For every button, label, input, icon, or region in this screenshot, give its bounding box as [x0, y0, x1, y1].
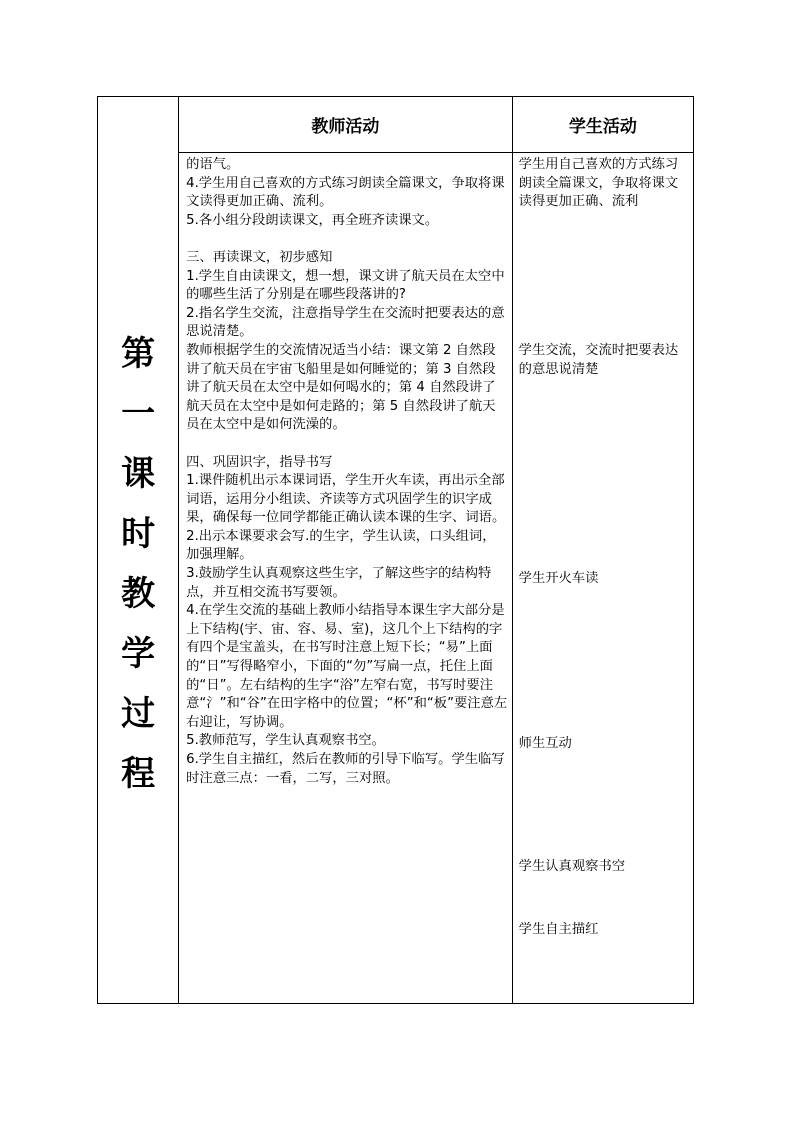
section-label-char: 一 [121, 394, 156, 434]
student-note: 学生用自己喜欢的方式练习朗读全篇课文，争取将课文读得更加正确、流利 [518, 157, 679, 210]
student-note: 学生交流，交流时把要表达的意思说清楚 [518, 343, 679, 377]
header-row [98, 97, 694, 153]
teacher-line: 的语气。 [186, 157, 240, 172]
teacher-line: 2.出示本课要求会写.的生字，学生认读，口头组词，加强理解。 [186, 528, 496, 563]
teacher-activity-text [179, 153, 512, 788]
teacher-line: 5.各小组分段朗读课文，再全班齐读课文。 [186, 212, 439, 228]
section-label-char: 第 [121, 334, 156, 374]
section-label-char: 课 [121, 454, 156, 494]
student-note: 学生自主描红 [518, 922, 599, 937]
teacher-line: 四、巩固识字，指导书写 [186, 454, 333, 470]
blank-line [186, 435, 508, 454]
student-note: 师生互动 [518, 736, 572, 751]
teacher-activity-header: 教师活动 [179, 97, 513, 153]
teacher-line: 1.课件随机出示本课词语，学生开火车读，再出示全部词语，运用分小组读、齐读等方式巩固学生的识字成果，确保每一位同学都能正确认读本课的生字、词语。 [186, 473, 506, 526]
teacher-line: 5.教师范写，学生认真观察书空。 [186, 733, 385, 749]
section-label-char: 学 [121, 634, 156, 674]
student-note: 学生认真观察书空 [518, 859, 626, 874]
section-label-char: 教 [121, 574, 156, 614]
section-label-char: 过 [121, 694, 156, 734]
blank-line [186, 230, 508, 249]
teacher-line: 3.鼓励学生认真观察这些生字，了解这些字的结构特点，并互相交流书写要领。 [186, 566, 492, 600]
teacher-line: 三、再读课文，初步感知 [186, 249, 333, 265]
teacher-activity-cell [179, 153, 513, 1004]
teacher-line: 4.学生用自己喜欢的方式练习朗读全篇课文，争取将课文读得更加正确、流利。 [186, 175, 505, 210]
teacher-line: 教师根据学生的交流情况适当小结：课文第 2 自然段讲了航天员在宇宙飞船里是如何睡觉的；第 3 自然段讲了航天员在太空中是如何喝水的；第 4 自然段讲了航天员在太空中是如何走路的；第 5 自然段讲了航天员在太空中是如何洗澡的。 [186, 342, 496, 433]
content-row [98, 153, 694, 1004]
student-activity-header: 学生活动 [512, 97, 693, 153]
teacher-line: 6.学生自主描红，然后在教师的引导下临写。学生临写时注意三点：一看，二写，三对照。 [186, 752, 505, 786]
section-label-char: 时 [121, 514, 156, 554]
teacher-line: 1.学生自由读课文，想一想，课文讲了航天员在太空中的哪些生活了分别是在哪些段落讲的? [186, 268, 505, 303]
teacher-line: 2.指名学生交流，注意指导学生在交流时把要表达的意思说清楚。 [186, 305, 505, 340]
section-label-cell [98, 97, 179, 1004]
student-note: 学生开火车读 [518, 571, 599, 586]
section-label-char: 程 [121, 754, 156, 794]
student-activity-cell [512, 153, 693, 1004]
lesson-plan-table [97, 96, 694, 1004]
section-label [118, 324, 158, 804]
teacher-line: 4.在学生交流的基础上教师小结指导本课生字大部分是上下结构(宇、宙、容、易、室)，这几个上下结构的字有四个是宝盖头，在书写时注意上短下长；“易”上面的“日”写得略窄小，下面的“勿”写扁一点，托住上面的“日”。左右结构的生字“浴”左窄右宽，书写时要注意“氵”和“谷”在田字格中的位置；“杯”和“板”要注意左右迎让，写协调。 [186, 603, 508, 730]
